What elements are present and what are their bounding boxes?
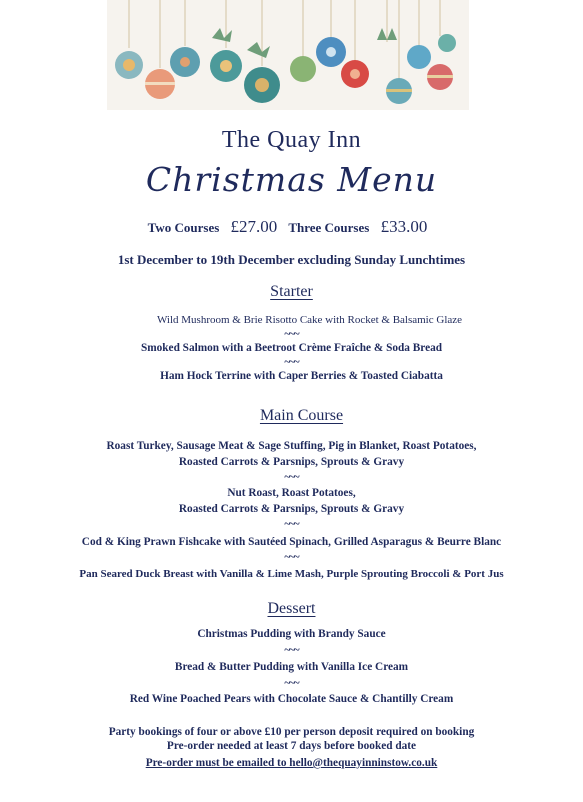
two-courses-price: £27.00 bbox=[230, 217, 278, 236]
pricing-line bbox=[0, 217, 583, 237]
availability-dates: 1st December to 19th December excluding Sunday Lunchtimes bbox=[117, 252, 466, 267]
menu-subtitle: Christmas Menu bbox=[145, 160, 438, 199]
starter-heading: Starter bbox=[270, 283, 313, 300]
three-courses-price: £33.00 bbox=[380, 217, 428, 236]
separator: ~~~ bbox=[284, 471, 299, 483]
baubles-illustration bbox=[107, 0, 469, 110]
separator: ~~~ bbox=[284, 518, 299, 530]
two-courses-label: Two Courses bbox=[147, 220, 220, 235]
main-item-line: Nut Roast, Roast Potatoes, bbox=[227, 487, 356, 499]
separator: ~~~ bbox=[284, 644, 299, 656]
main-item-line: Roasted Carrots & Parsnips, Sprouts & Gravy bbox=[178, 456, 405, 468]
separator: ~~~ bbox=[284, 551, 299, 563]
dessert-item: Bread & Butter Pudding with Vanilla Ice Cream bbox=[174, 661, 409, 673]
page-title: The Quay Inn bbox=[221, 127, 362, 153]
deposit-notice: Party bookings of four or above £10 per person deposit required on booking bbox=[108, 726, 475, 738]
main-item-line: Cod & King Prawn Fishcake with Sautéed Spinach, Grilled Asparagus & Beurre Blanc bbox=[81, 536, 502, 548]
preorder-notice: Pre-order needed at least 7 days before booked date bbox=[166, 740, 417, 752]
dessert-item: Christmas Pudding with Brandy Sauce bbox=[197, 628, 386, 640]
separator: ~~~ bbox=[284, 356, 299, 368]
main-course-heading: Main Course bbox=[259, 407, 344, 424]
starter-item: Smoked Salmon with a Beetroot Crème Fraîche & Soda Bread bbox=[140, 342, 443, 354]
main-item-line: Pan Seared Duck Breast with Vanilla & Lime Mash, Purple Sprouting Broccoli & Port Jus bbox=[79, 568, 504, 580]
starter-item: Ham Hock Terrine with Caper Berries & Toasted Ciabatta bbox=[160, 370, 443, 382]
main-item-line: Roasted Carrots & Parsnips, Sprouts & Gravy bbox=[178, 503, 405, 515]
dessert-item: Red Wine Poached Pears with Chocolate Sauce & Chantilly Cream bbox=[129, 693, 454, 705]
separator: ~~~ bbox=[284, 677, 299, 689]
dessert-heading: Dessert bbox=[267, 600, 316, 617]
three-courses-label: Three Courses bbox=[288, 220, 370, 235]
main-item-line: Roast Turkey, Sausage Meat & Sage Stuffing, Pig in Blanket, Roast Potatoes, bbox=[106, 440, 477, 452]
preorder-email-link[interactable]: Pre-order must be emailed to hello@thequayinninstow.co.uk bbox=[145, 757, 438, 769]
christmas-baubles-banner bbox=[107, 0, 469, 110]
separator: ~~~ bbox=[284, 328, 299, 340]
starter-item: Wild Mushroom & Brie Risotto Cake with Rocket & Balsamic Glaze bbox=[156, 314, 463, 326]
